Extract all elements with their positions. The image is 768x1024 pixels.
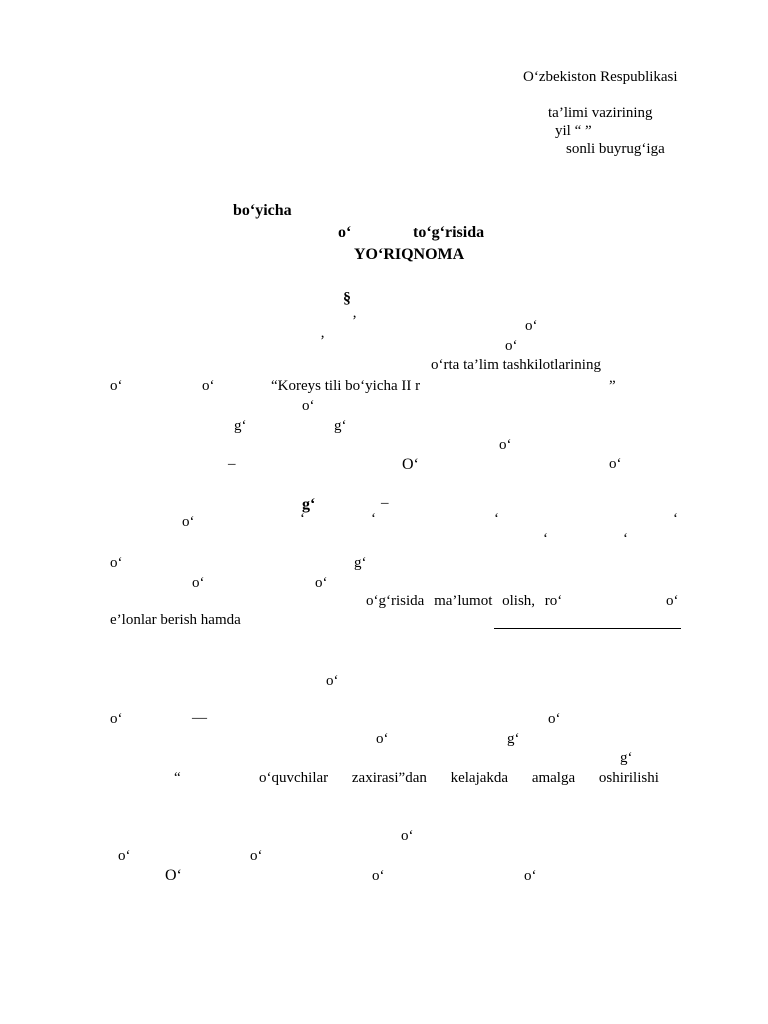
fragment: ‘ — [623, 531, 628, 547]
fragment: o‘ — [192, 575, 205, 591]
fragment: o‘ — [401, 828, 414, 844]
fragment: o‘ — [250, 848, 263, 864]
fragment: ‘ — [371, 511, 376, 527]
fragment: o‘ — [524, 868, 537, 884]
fragment: o‘ — [505, 338, 518, 354]
fragment: g‘ — [354, 555, 367, 571]
fragment: g‘ — [620, 750, 633, 766]
fragment: o‘ — [609, 456, 622, 472]
fragment: o‘ — [182, 514, 195, 530]
fragment: o‘ — [499, 437, 512, 453]
header-year-line: yil “ ” — [555, 123, 592, 139]
fragment: ‘ — [494, 511, 499, 527]
fragment: O‘ — [402, 456, 419, 473]
fragment: ’ — [352, 313, 357, 329]
fragment: o‘ — [118, 848, 131, 864]
fragment: ’ — [320, 333, 325, 349]
fragment: g‘ — [302, 496, 316, 513]
fragment-text: o‘rta ta’lim tashkilotlarining — [431, 357, 601, 373]
fragment: o‘ — [525, 318, 538, 334]
fragment: o‘g‘risida ma’lumot olish, ro‘ — [366, 593, 563, 609]
fragment: o‘ — [666, 593, 679, 609]
fragment: “Koreys tili bo‘yicha II r — [271, 378, 421, 394]
fragment: ‘ — [543, 531, 548, 547]
header-republic: O‘zbekiston Respublikasi — [523, 69, 678, 85]
title-line3: YO‘RIQNOMA — [354, 246, 465, 263]
header-order: sonli buyrug‘iga — [566, 141, 665, 157]
fragment: ” — [609, 378, 616, 394]
fragment: o‘ — [372, 868, 385, 884]
underline-rule — [494, 628, 681, 629]
fragment: e’lonlar berish hamda — [110, 612, 241, 628]
fragment: — — [192, 710, 207, 726]
title-line2-b: to‘g‘risida — [413, 224, 485, 241]
fragment: o‘ — [548, 711, 561, 727]
fragment: O‘ — [165, 867, 182, 884]
fragment: o‘ — [376, 731, 389, 747]
fragment: o‘ — [110, 378, 123, 394]
fragment: g‘ — [334, 418, 347, 434]
header-ministry: ta’limi vazirining — [548, 105, 653, 121]
fragment: – — [381, 495, 389, 511]
fragment: “ — [174, 770, 181, 786]
fragment: g‘ — [234, 418, 247, 434]
fragment: – — [228, 456, 236, 472]
fragment: o‘quvchilar zaxirasi”dan kelajakda amalga oshirilishi — [259, 770, 659, 786]
fragment: ‘ — [673, 511, 678, 527]
fragment: g‘ — [507, 731, 520, 747]
fragment: o‘ — [315, 575, 328, 591]
fragment: o‘ — [110, 555, 123, 571]
fragment: o‘ — [202, 378, 215, 394]
title-line1: bo‘yicha — [233, 202, 292, 219]
fragment: o‘ — [110, 711, 123, 727]
title-line2-a: o‘ — [338, 224, 352, 241]
fragment: o‘ — [326, 673, 339, 689]
fragment: o‘ — [302, 398, 315, 414]
fragment: ‘ — [300, 511, 305, 527]
section-mark: § — [343, 290, 351, 307]
fragment-justified — [431, 357, 640, 374]
